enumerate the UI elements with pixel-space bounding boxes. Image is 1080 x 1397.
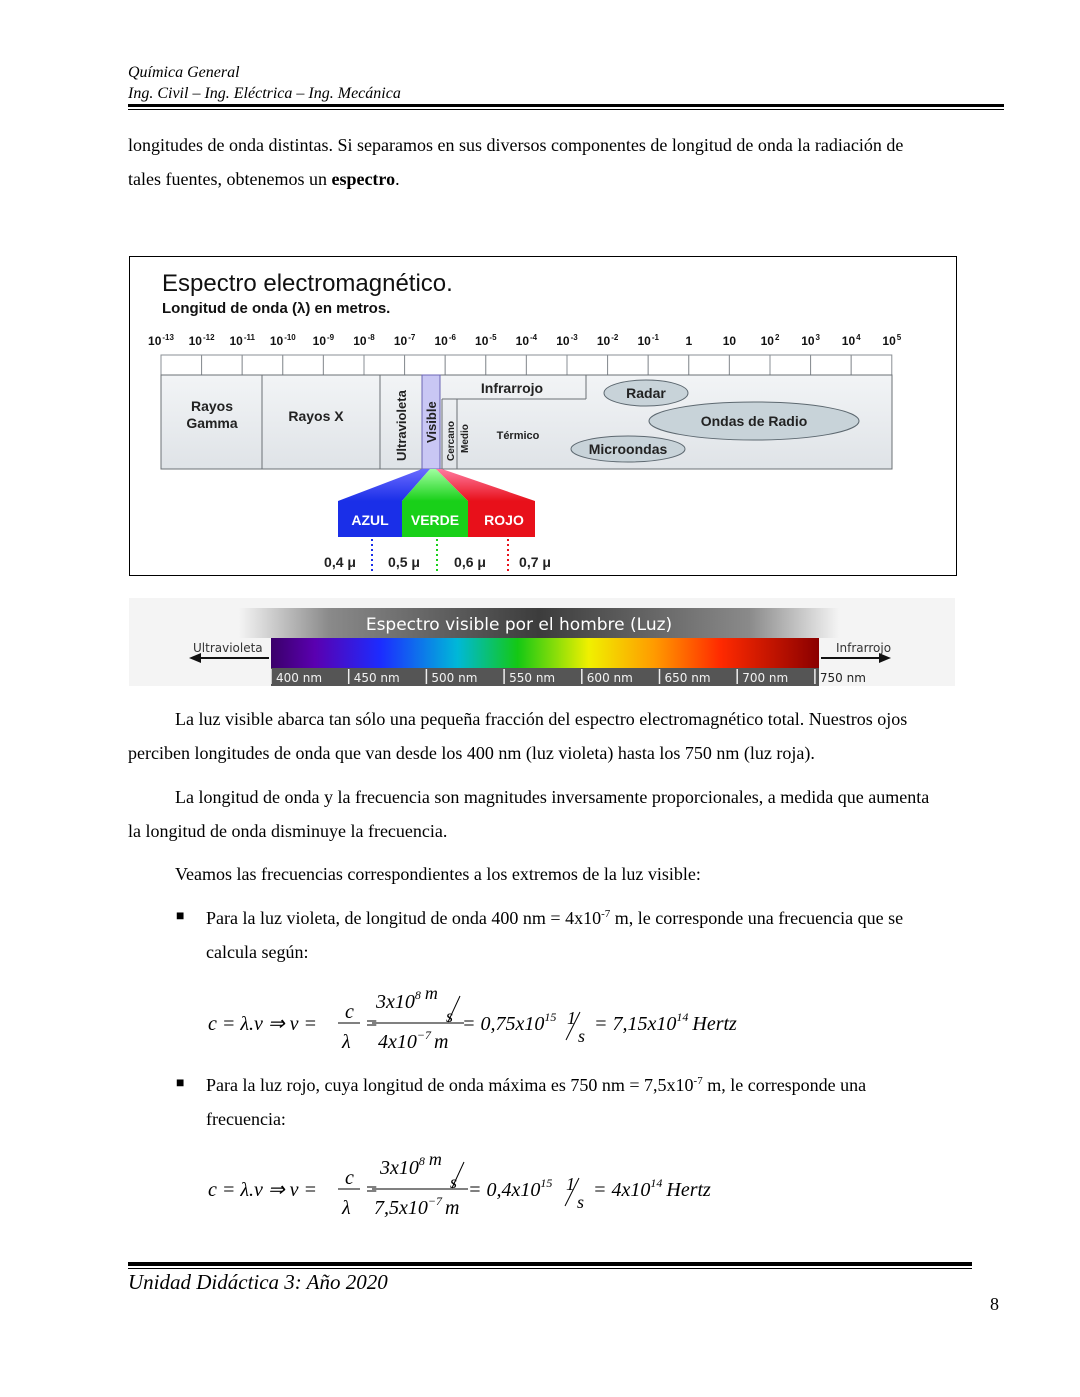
eq1-num-unit-bot: s	[446, 1006, 454, 1026]
eq1-r2-base: = 7,15x10	[594, 1013, 677, 1035]
eq1-den-base: 4x10	[378, 1031, 417, 1052]
eq2-den-exp: −7	[427, 1194, 442, 1208]
paragraph-extremes: Veamos las frecuencias correspondientes a los extremos de la luz visible:	[175, 864, 701, 884]
scale-cell	[283, 355, 324, 375]
eq1-r1-exp: 15	[544, 1010, 557, 1024]
uv-strip-label: Ultravioleta	[193, 641, 263, 655]
eq1-r1	[462, 1010, 556, 1035]
wavelength-tick-label: $10^{-7}$	[393, 333, 416, 348]
eq1-num-unit-top: m	[424, 986, 438, 1003]
eq1-inv-top: 1	[567, 1008, 576, 1028]
para2-line2: la longitud de onda disminuye la frecuencia.	[128, 821, 448, 841]
bullet1-pre: Para la luz violeta, de longitud de onda 400 nm = 4x10	[206, 908, 602, 928]
mu-label: 0,5 μ	[388, 554, 420, 570]
visible-label: Visible	[424, 401, 439, 443]
scale-cell	[648, 355, 689, 375]
eq2-num-exp: 8	[418, 1154, 425, 1168]
bullet-marker: ■	[176, 1076, 185, 1091]
scale-cell	[689, 355, 730, 375]
gamma-label-1: Rayos	[190, 398, 234, 414]
radar-label: Radar	[626, 385, 666, 401]
eq2-r1-base: = 0,4x10	[468, 1179, 541, 1201]
xrays-label: Rayos X	[288, 408, 344, 424]
eq2-den-base: 7,5x10	[374, 1197, 428, 1218]
gamma-label-2: Gamma	[186, 415, 238, 431]
ir-mid-label: Medio	[460, 424, 471, 453]
eq1-r1-base: = 0,75x10	[462, 1013, 545, 1035]
nm-label: 550 nm	[509, 671, 556, 685]
eq1-unit: Hertz	[692, 1013, 737, 1035]
wavelength-tick-label: $10^5$	[882, 333, 902, 348]
bullet-red-line1	[206, 1068, 1000, 1102]
bullet2-pre: Para la luz rojo, cuya longitud de onda máxima es 750 nm = 7,5x10	[206, 1075, 694, 1095]
header-rule-thin	[128, 109, 1004, 110]
em-title: Espectro electromagnético.	[162, 270, 453, 297]
para1-line1: La luz visible abarca tan sólo una pequeña fracción del espectro electromagnético total. Nuestros ojos	[175, 709, 908, 729]
nm-label: 450 nm	[353, 671, 400, 685]
wavelength-tick-label: $10^{-4}$	[515, 333, 538, 348]
equation-violet	[208, 986, 788, 1057]
scale-cell	[242, 355, 283, 375]
scale-cell	[851, 355, 892, 375]
scale-cell	[486, 355, 527, 375]
microwave-label: Microondas	[588, 441, 668, 457]
visible-title: Espectro visible por el hombre (Luz)	[365, 615, 673, 635]
em-subtitle: Longitud de onda (λ) en metros.	[162, 300, 391, 317]
uv-label: Ultravioleta	[394, 390, 409, 461]
eq1-num	[375, 986, 438, 1013]
bullet-red-line2: frecuencia:	[206, 1109, 286, 1129]
intro-period: .	[395, 169, 400, 189]
equation-red	[208, 1152, 788, 1223]
bullet2-post: m, le corresponde una	[702, 1075, 867, 1095]
red-label: ROJO	[484, 512, 524, 528]
eq2-inv-top: 1	[566, 1174, 575, 1194]
paragraph-visible-light	[128, 702, 1000, 770]
para2-line1: La longitud de onda y la frecuencia son magnitudes inversamente proporcionales, a medida que aumenta	[175, 787, 930, 807]
scale-cell	[445, 355, 486, 375]
wavelength-scale	[161, 355, 892, 375]
eq2-num-base: 3x10	[380, 1157, 419, 1179]
header-course: Química General	[128, 64, 240, 81]
scale-cell	[526, 355, 567, 375]
wavelength-tick-label: $10^{-10}$	[269, 333, 296, 348]
header-degrees: Ing. Civil – Ing. Eléctrica – Ing. Mecánica	[128, 85, 401, 102]
scale-cell	[161, 355, 202, 375]
eq1-c: c	[345, 1001, 354, 1023]
bullet1-post: m, le corresponde una frecuencia que se	[610, 908, 904, 928]
ir-thermal-label: Térmico	[496, 430, 540, 442]
nm-label: 400 nm	[276, 671, 323, 685]
eq1-num-base: 3x10	[376, 991, 415, 1013]
nm-label: 500 nm	[431, 671, 478, 685]
intro-bold-term: espectro	[331, 169, 396, 189]
eq1-inv-bot: s	[578, 1026, 586, 1046]
eq2-num-unit-top: m	[428, 1152, 442, 1169]
ir-near-label: Cercano	[446, 420, 457, 461]
eq2-num-unit-bot: s	[450, 1172, 458, 1192]
footer-rule	[128, 1262, 972, 1266]
eq1-lhs: c = λ.ν ⇒ ν =	[208, 1013, 318, 1035]
wavelength-tick-label: 1	[685, 334, 693, 348]
eq1-den	[378, 1028, 448, 1052]
wavelength-tick-label: $10^3$	[801, 333, 821, 348]
visible-spectrum-figure	[129, 598, 955, 686]
scale-cell	[770, 355, 811, 375]
eq2-r1	[468, 1176, 552, 1201]
wavelength-tick-label: $10^{-13}$	[148, 333, 174, 348]
ir-label: Infrarrojo	[480, 380, 544, 396]
eq1-eq: =	[366, 1013, 378, 1035]
scale-cell	[729, 355, 770, 375]
bullet-violet-line1	[206, 901, 1000, 935]
wavelength-tick-label: $10^{-3}$	[556, 333, 578, 348]
bullet-marker: ■	[176, 909, 185, 924]
intro-text: tales fuentes, obtenemos un	[128, 169, 332, 189]
scale-cell	[323, 355, 364, 375]
green-label: VERDE	[410, 512, 460, 528]
wavelength-tick-label: $10^{-8}$	[353, 333, 375, 348]
eq1-den-exp: −7	[416, 1028, 431, 1042]
wavelength-tick-label: 10	[722, 334, 737, 348]
eq2-r2-exp: 14	[650, 1176, 663, 1190]
scale-cell	[608, 355, 649, 375]
wavelength-tick-label: $10^{-9}$	[312, 333, 335, 348]
wavelength-tick-label: $10^{-11}$	[229, 333, 255, 348]
bullet-violet	[206, 901, 1000, 969]
page-number: 8	[990, 1294, 999, 1314]
nm-label: 650 nm	[664, 671, 711, 685]
footer-unit: Unidad Didáctica 3: Año 2020	[128, 1270, 388, 1294]
nm-label: 600 nm	[586, 671, 633, 685]
scale-cell	[811, 355, 852, 375]
eq1-r2	[594, 1010, 737, 1035]
paragraph-inverse	[128, 780, 1000, 848]
eq2-den	[374, 1194, 459, 1218]
footer-rule-thin	[128, 1268, 972, 1269]
eq2-lhs: c = λ.ν ⇒ ν =	[208, 1179, 318, 1201]
wavelength-tick-label: $10^{-5}$	[475, 333, 497, 348]
eq2-inv-bot: s	[577, 1192, 585, 1212]
eq2-r1-exp: 15	[540, 1176, 553, 1190]
eq2-lambda: λ	[342, 1197, 351, 1218]
ir-strip-label: Infrarrojo	[836, 641, 892, 655]
rainbow-band	[271, 638, 819, 668]
eq2-c: c	[345, 1167, 354, 1189]
eq2-den-unit: m	[445, 1197, 460, 1218]
eq1-r2-exp: 14	[676, 1010, 689, 1024]
para1-line2: perciben longitudes de onda que van desde los 400 nm (luz violeta) hasta los 750 nm (luz roja).	[128, 743, 815, 763]
bullet2-exp: -7	[693, 1075, 703, 1087]
eq2-r2	[593, 1176, 711, 1201]
eq2-eq: =	[366, 1179, 378, 1201]
eq2-unit: Hertz	[666, 1179, 711, 1201]
wavelength-tick-label: $10^4$	[841, 333, 861, 348]
scale-cell	[202, 355, 243, 375]
eq2-num	[379, 1152, 442, 1179]
wavelength-tick-label: $10^{-6}$	[434, 333, 456, 348]
wavelength-tick-label: $10^{-1}$	[637, 333, 659, 348]
eq1-lambda: λ	[342, 1031, 351, 1052]
scale-cell	[364, 355, 405, 375]
intro-line-2	[128, 162, 1000, 196]
wavelength-tick-labels	[148, 333, 902, 348]
mu-label: 0,6 μ	[454, 554, 486, 570]
header-rule	[128, 104, 1004, 107]
bullet1-exp: -7	[601, 908, 611, 920]
eq1-num-exp: 8	[414, 988, 421, 1002]
em-spectrum-figure	[129, 256, 957, 576]
intro-paragraph	[128, 128, 1000, 196]
radio-label: Ondas de Radio	[700, 413, 808, 429]
scale-cell	[405, 355, 446, 375]
bullet-violet-line2: calcula según:	[206, 942, 309, 962]
wavelength-tick-label: $10^{-12}$	[188, 333, 215, 348]
bullet-red	[206, 1068, 1000, 1136]
eq1-den-unit: m	[434, 1031, 449, 1052]
mu-label: 0,7 μ	[519, 554, 551, 570]
wavelength-tick-label: $10^2$	[760, 333, 780, 348]
intro-line-1: longitudes de onda distintas. Si separamos en sus diversos componentes de longitud de onda la radiación de	[128, 135, 904, 155]
mu-label: 0,4 μ	[324, 554, 356, 570]
wavelength-tick-label: $10^{-2}$	[596, 333, 619, 348]
eq2-r2-base: = 4x10	[593, 1179, 651, 1201]
blue-label: AZUL	[351, 512, 389, 528]
nm-label: 750 nm	[819, 671, 866, 685]
nm-label: 700 nm	[742, 671, 789, 685]
scale-cell	[567, 355, 608, 375]
